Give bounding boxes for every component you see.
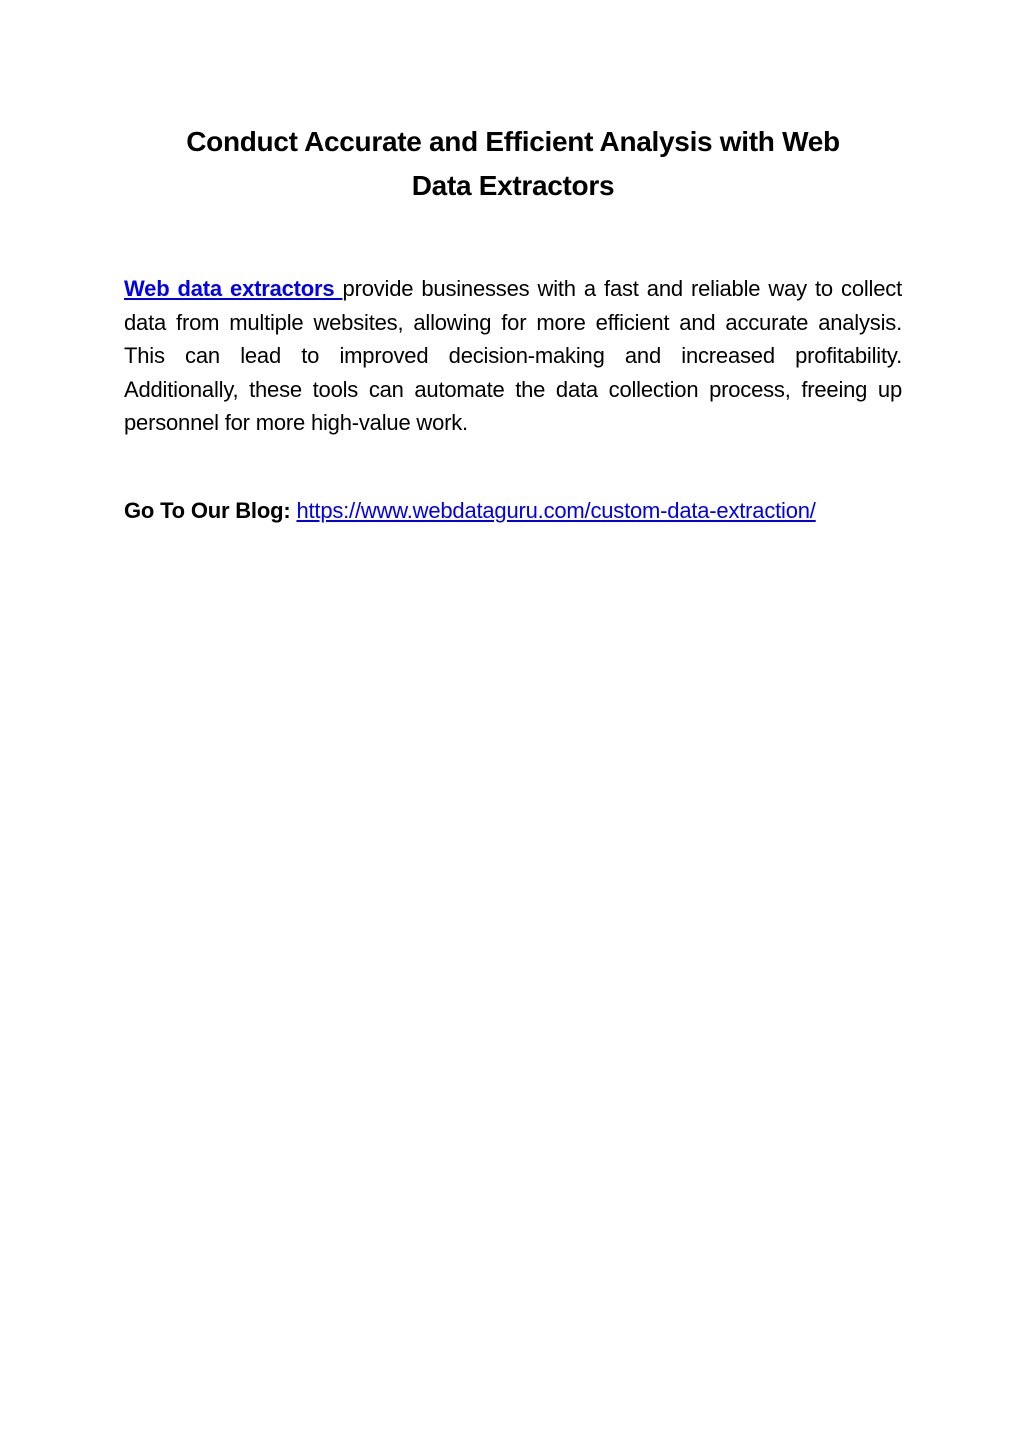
- blog-label: Go To Our Blog:: [124, 498, 291, 523]
- intro-paragraph: [124, 272, 902, 440]
- paragraph-text: provide businesses with a fast and reliable way to collect data from multiple websites, allowing for more efficient and accurate analysis. This can lead to improved decision-making and increased profitability. Additionally, these tools can automate the data collection process, freeing up personnel for more high-value work.: [124, 276, 902, 436]
- title-line-2: Data Extractors: [411, 170, 615, 201]
- document-title: [124, 120, 902, 208]
- web-data-extractors-link[interactable]: Web data extractors: [124, 276, 343, 301]
- title-line-1: Conduct Accurate and Efficient Analysis with Web: [186, 126, 840, 157]
- blog-line: [124, 494, 902, 528]
- blog-url-link[interactable]: https://www.webdataguru.com/custom-data-extraction/: [296, 498, 816, 523]
